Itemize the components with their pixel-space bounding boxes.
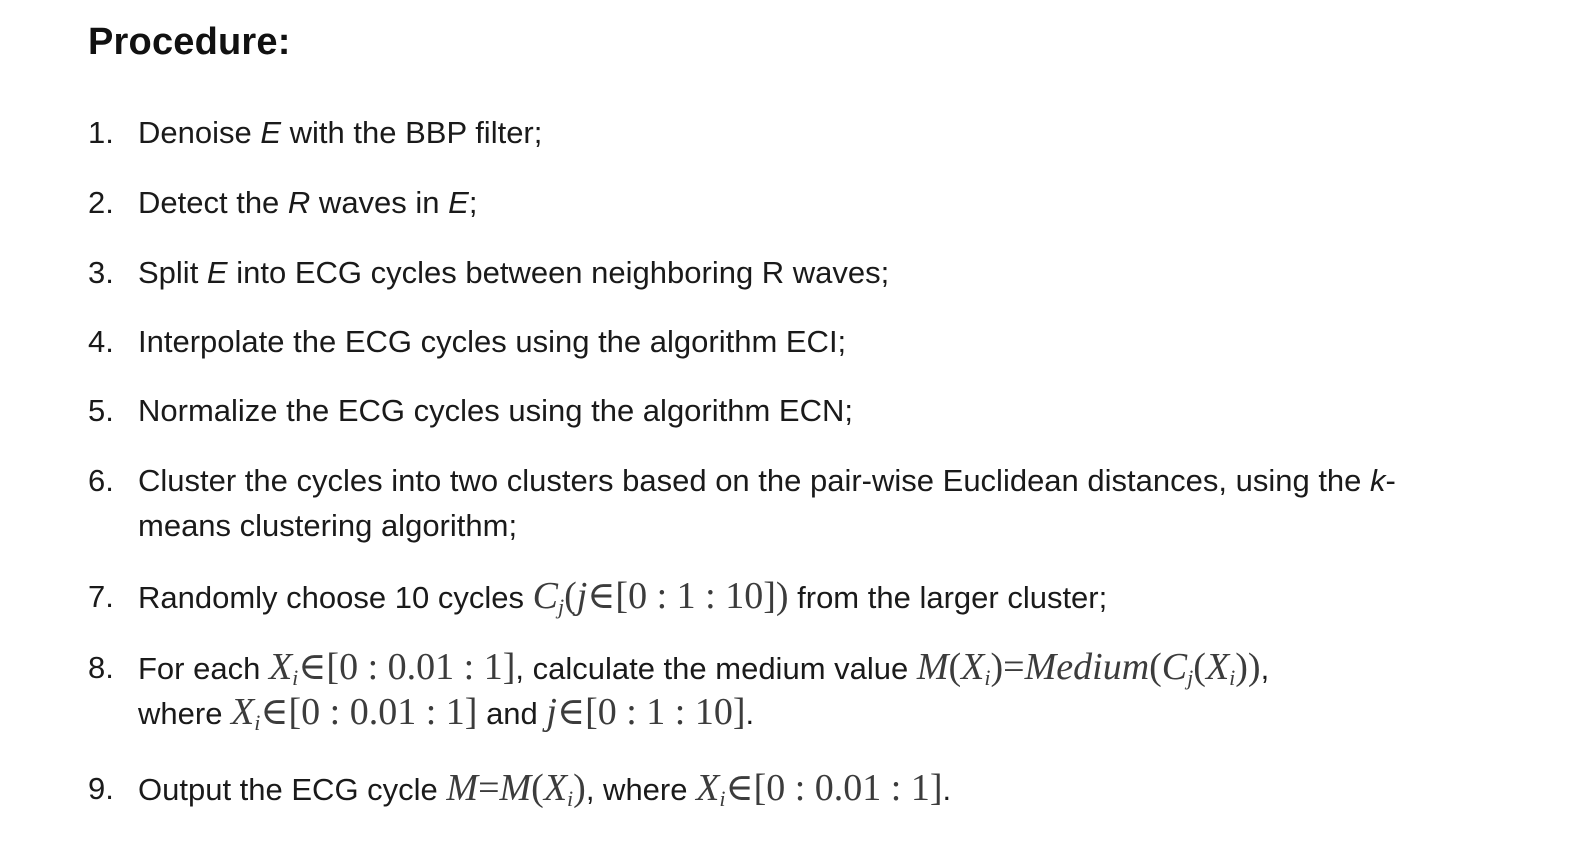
step-number: 8. [88, 650, 114, 685]
step-text-line-1 [138, 645, 1269, 691]
step-text-before: Randomly choose 10 cycles [138, 580, 533, 615]
math-x: X [1205, 646, 1230, 688]
math-x: X [961, 646, 985, 688]
variable-e: E [260, 115, 282, 150]
math-m: M [446, 767, 479, 809]
step-text-end: . [745, 696, 755, 731]
step-text [138, 180, 477, 225]
math-x-subscript: i [984, 665, 991, 690]
math-j-range [546, 691, 745, 733]
step-text: Interpolate the ECG cycles using the algorithm ECI; [138, 324, 847, 359]
math-close: )) [1235, 646, 1261, 688]
math-c: C [532, 575, 558, 617]
step-number: 7. [88, 579, 114, 614]
math-c-subscript: j [557, 594, 565, 619]
math-x-subscript: i [254, 710, 261, 735]
step-number: 3. [88, 255, 114, 290]
math-j: j [576, 575, 588, 617]
step-text-mid: , calculate the medium value [515, 651, 917, 686]
math-x: X [231, 691, 255, 733]
step-text-line-2: means clustering algorithm; [138, 508, 518, 543]
step-number: 5. [88, 393, 114, 428]
math-range: ∈[0 : 0.01 : 1] [260, 691, 478, 733]
step-text: Normalize the ECG cycles using the algorithm ECN; [138, 393, 853, 428]
math-medium-function: Medium [1024, 646, 1150, 688]
step-text-after: ; [468, 185, 478, 220]
step-text-after: from the larger cluster; [788, 580, 1108, 615]
math-medium-equation [917, 646, 1261, 688]
math-output-equation [446, 767, 585, 809]
math-c-subscript: j [1187, 665, 1194, 690]
step-text-before: For each [138, 651, 269, 686]
step-text [138, 110, 542, 155]
step-text-before: Detect the [138, 185, 288, 220]
variable-k: k [1370, 463, 1386, 498]
step-text-line-2 [138, 690, 754, 736]
math-c: C [1161, 646, 1188, 688]
step-number: 4. [88, 324, 114, 359]
step-text-hyphen: - [1385, 463, 1396, 498]
math-equals: = [478, 767, 500, 809]
math-x: X [543, 767, 568, 809]
step-number: 6. [88, 463, 114, 498]
step-text [138, 250, 889, 295]
math-range: ∈[0 : 0.01 : 1] [725, 767, 943, 809]
procedure-heading: Procedure: [88, 21, 291, 63]
math-m: M [916, 646, 949, 688]
step-text-before: Output the ECG cycle [138, 772, 447, 807]
variable-e: E [448, 185, 469, 220]
math-open: ( [1149, 646, 1162, 688]
math-inner-open: ( [1193, 646, 1206, 688]
step-text-before: Denoise [138, 115, 261, 150]
variable-e: E [206, 255, 228, 290]
math-range: ∈[0 : 0.01 : 1] [298, 646, 516, 688]
math-open: ( [531, 767, 544, 809]
math-open: ( [948, 646, 962, 688]
math-range: ∈[0 : 1 : 10] [556, 691, 746, 733]
math-x-subscript: i [719, 786, 726, 811]
step-text-where: where [138, 696, 232, 731]
math-close: ) [573, 767, 586, 809]
math-x-subscript: i [292, 665, 299, 690]
step-text-end: , [1260, 651, 1270, 686]
math-x: X [268, 646, 293, 688]
math-equals: )= [990, 646, 1025, 688]
math-j: j [546, 691, 557, 733]
math-cycles-expression [533, 575, 789, 617]
math-x-range [269, 646, 515, 688]
math-x-subscript: i [567, 786, 574, 811]
step-text [138, 766, 951, 812]
step-text-mid: , where [585, 772, 697, 807]
step-number: 9. [88, 771, 114, 806]
math-paren-close: ) [775, 575, 789, 617]
math-x-range [231, 691, 477, 733]
math-x-subscript: i [1229, 665, 1236, 690]
math-x: X [696, 767, 720, 809]
step-number: 2. [88, 185, 114, 220]
math-m: M [499, 767, 532, 809]
step-text-before: Split [138, 255, 207, 290]
step-text-and: and [477, 696, 547, 731]
variable-r: R [287, 185, 311, 220]
step-number: 1. [88, 115, 114, 150]
step-text-after: with the BBP filter; [281, 115, 543, 150]
step-text-end: . [942, 772, 952, 807]
math-paren-open: ( [564, 575, 577, 617]
step-text-mid: waves in [310, 185, 449, 220]
math-x-range [696, 767, 942, 809]
step-text [138, 574, 1107, 620]
step-text-after: into ECG cycles between neighboring R waves; [227, 255, 890, 290]
step-text-line-1 [138, 458, 1396, 503]
math-range: ∈[0 : 1 : 10] [587, 575, 776, 617]
step-text-before: Cluster the cycles into two clusters based on the pair-wise Euclidean distances, using the [138, 463, 1371, 498]
